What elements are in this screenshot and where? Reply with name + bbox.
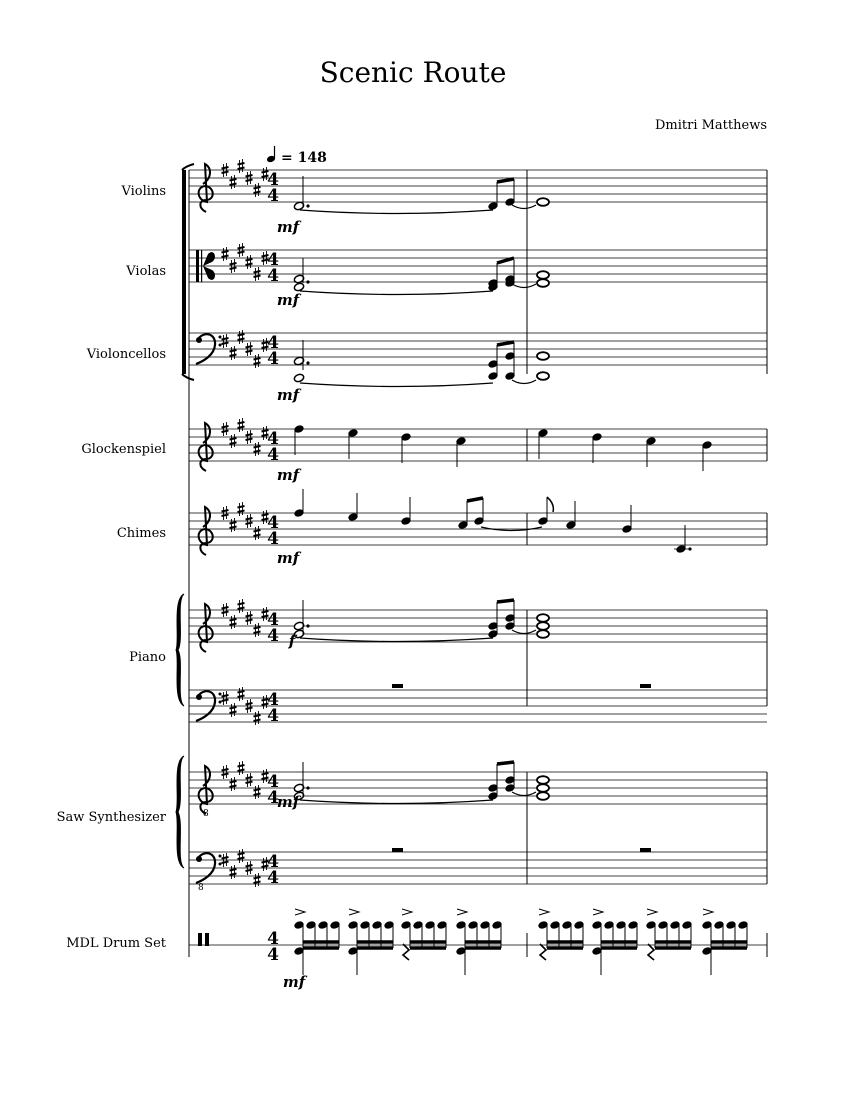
accent-icon xyxy=(457,909,467,915)
time-signature-bottom: 4 xyxy=(267,868,279,888)
sharp-icon xyxy=(238,418,245,432)
accent-icon xyxy=(647,909,657,915)
time-signature-top: 4 xyxy=(267,250,279,270)
beam xyxy=(467,498,483,501)
beam xyxy=(497,762,514,764)
sharp-icon xyxy=(254,526,261,540)
beam xyxy=(497,600,514,602)
beam xyxy=(497,258,514,263)
ottava-mark-bass: 8 xyxy=(198,883,204,893)
sharp-icon xyxy=(254,354,261,368)
sharp-icon xyxy=(254,785,261,799)
sharp-icon xyxy=(238,761,245,775)
time-signature-bottom: 4 xyxy=(267,266,279,286)
instrument-label-piano: Piano xyxy=(129,650,166,665)
time-signature-bottom: 4 xyxy=(267,788,279,808)
synth-brace xyxy=(176,756,184,868)
quarter-rest-icon xyxy=(648,944,654,960)
tie xyxy=(512,284,536,288)
sharp-icon xyxy=(230,518,237,532)
time-signature-top: 4 xyxy=(267,429,279,449)
sharp-icon xyxy=(246,255,253,269)
sharp-icon xyxy=(230,346,237,360)
dynamic-glockenspiel: mf xyxy=(276,466,300,484)
tie xyxy=(512,630,536,634)
time-signature-top: 4 xyxy=(267,772,279,792)
treble-clef-icon xyxy=(199,164,213,212)
whole-rest-icon xyxy=(392,684,403,688)
sharp-icon xyxy=(254,442,261,456)
sharp-icon xyxy=(254,183,261,197)
time-signature-bottom: 4 xyxy=(267,445,279,465)
treble-clef-icon xyxy=(199,766,213,814)
treble-clef-icon xyxy=(199,604,213,652)
tie xyxy=(512,380,536,384)
augmentation-dot xyxy=(306,204,309,207)
time-signature-top: 4 xyxy=(267,170,279,190)
sharp-icon xyxy=(238,159,245,173)
time-signature-top: 4 xyxy=(267,513,279,533)
instrument-label-chimes: Chimes xyxy=(116,526,166,541)
dynamic-violins: mf xyxy=(276,218,300,236)
time-signature-top: 4 xyxy=(267,690,279,710)
accent-icon xyxy=(593,909,603,915)
sharp-icon xyxy=(238,502,245,516)
piano-brace xyxy=(176,594,184,706)
augmentation-dot xyxy=(306,361,309,364)
whole-rest-icon xyxy=(392,848,403,852)
notehead-whole xyxy=(537,630,549,638)
percussion-clef-icon xyxy=(205,933,209,946)
quarter-note-icon xyxy=(266,146,276,163)
augmentation-dot xyxy=(306,280,309,283)
notehead-whole xyxy=(537,198,549,206)
time-signature-bottom: 4 xyxy=(267,186,279,206)
instrument-label-glockenspiel: Glockenspiel xyxy=(81,442,166,457)
strings-bracket xyxy=(182,164,194,380)
dynamic-piano: f xyxy=(288,632,296,650)
tie xyxy=(512,205,536,209)
sharp-icon xyxy=(230,777,237,791)
sharp-icon xyxy=(238,330,245,344)
tie xyxy=(300,800,493,804)
time-signature-bottom: 4 xyxy=(267,626,279,646)
sharp-icon xyxy=(230,703,237,717)
notehead-whole xyxy=(537,352,549,360)
ottava-mark-treble: 8 xyxy=(203,809,209,819)
sharp-icon xyxy=(238,849,245,863)
notehead-whole xyxy=(537,614,549,622)
sharp-icon xyxy=(230,434,237,448)
accent-icon xyxy=(295,909,305,915)
tie xyxy=(300,210,493,214)
notehead-whole xyxy=(537,271,549,279)
dynamic-violoncellos: mf xyxy=(276,386,300,404)
quarter-rest-icon xyxy=(403,944,409,960)
tie xyxy=(300,638,493,642)
beam xyxy=(497,342,514,345)
instrument-label-violoncellos: Violoncellos xyxy=(86,347,166,362)
notehead-half xyxy=(293,373,304,383)
time-signature-bottom: 4 xyxy=(267,706,279,726)
composer-name: Dmitri Matthews xyxy=(654,118,767,133)
beam xyxy=(497,179,514,182)
dynamic-violas: mf xyxy=(276,291,300,309)
notehead-whole xyxy=(537,784,549,792)
flag xyxy=(547,497,553,512)
notehead-whole xyxy=(537,622,549,630)
instrument-label-drum-set: MDL Drum Set xyxy=(66,936,166,951)
sharp-icon xyxy=(254,711,261,725)
sharp-icon xyxy=(222,247,229,261)
accent-icon xyxy=(703,909,713,915)
sharp-icon xyxy=(230,175,237,189)
treble-clef-icon xyxy=(199,507,213,555)
instrument-label-saw-synthesizer: Saw Synthesizer xyxy=(56,810,166,825)
staves-group xyxy=(189,170,767,945)
sharp-icon xyxy=(230,865,237,879)
tie xyxy=(512,792,536,796)
whole-rest-icon xyxy=(640,684,651,688)
notehead-whole xyxy=(537,792,549,800)
treble-clef-icon xyxy=(199,423,213,471)
accent-icon xyxy=(539,909,549,915)
time-signature-bottom: 4 xyxy=(267,529,279,549)
tempo-marking xyxy=(266,146,327,166)
notehead-whole xyxy=(537,279,549,287)
staff-prefixes xyxy=(196,159,279,965)
notes-group xyxy=(293,176,748,975)
tie xyxy=(300,291,493,295)
time-signature-bottom: 4 xyxy=(267,945,279,965)
notehead-whole xyxy=(537,776,549,784)
percussion-clef-icon xyxy=(198,933,202,946)
accent-icon xyxy=(349,909,359,915)
time-signature-bottom: 4 xyxy=(267,349,279,369)
score-title: Scenic Route xyxy=(319,56,507,89)
augmentation-dot xyxy=(306,786,309,789)
augmentation-dot xyxy=(306,624,309,627)
tie xyxy=(300,383,493,387)
time-signature-top: 4 xyxy=(267,852,279,872)
notehead-whole xyxy=(537,372,549,380)
sharp-icon xyxy=(254,623,261,637)
dynamic-saw-synth: mf xyxy=(276,793,300,811)
barlines-group xyxy=(189,170,767,957)
time-signature-top: 4 xyxy=(267,333,279,353)
instrument-label-violins: Violins xyxy=(121,184,166,199)
whole-rest-icon xyxy=(640,848,651,852)
sharp-icon xyxy=(238,599,245,613)
instrument-label-violas: Violas xyxy=(126,264,166,279)
sharp-icon xyxy=(254,873,261,887)
sharp-icon xyxy=(238,687,245,701)
accent-icon xyxy=(402,909,412,915)
quarter-rest-icon xyxy=(540,944,546,960)
dynamic-drum-set: mf xyxy=(282,973,306,991)
tempo-text: = 148 xyxy=(281,150,327,166)
time-signature-top: 4 xyxy=(267,610,279,630)
sharp-icon xyxy=(230,615,237,629)
time-signature-top: 4 xyxy=(267,929,279,949)
dynamic-chimes: mf xyxy=(276,549,300,567)
